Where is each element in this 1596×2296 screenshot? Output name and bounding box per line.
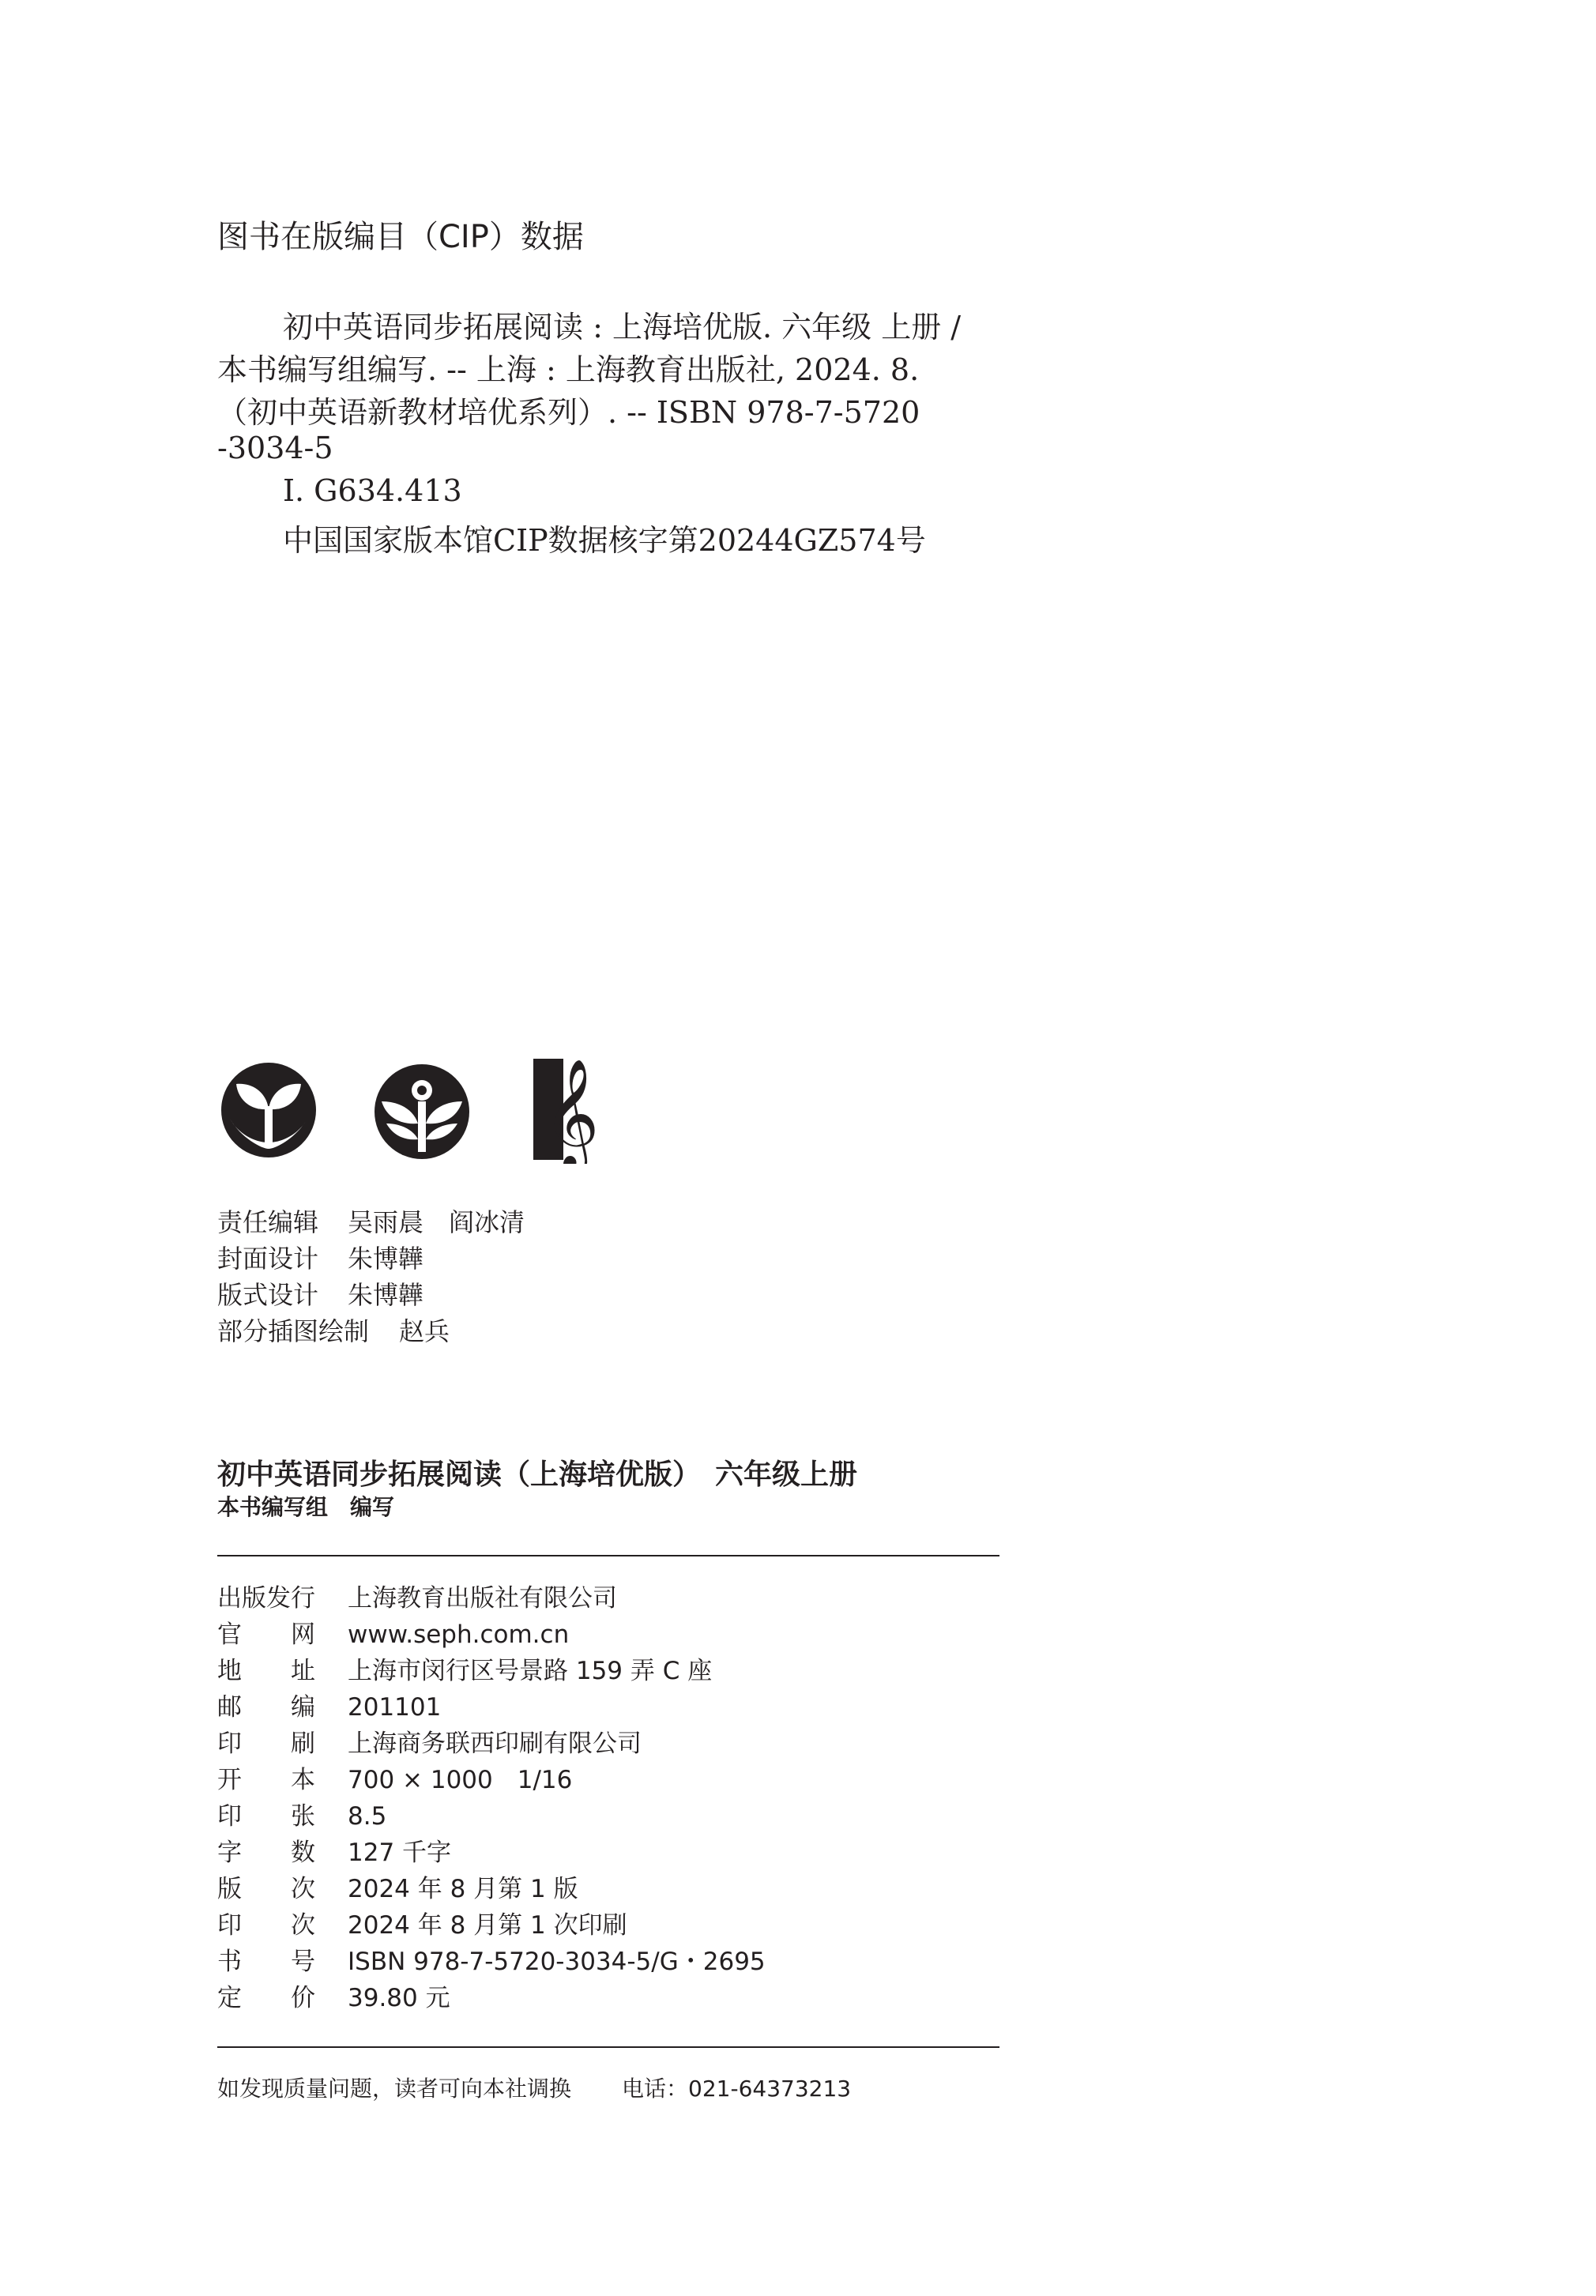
cip-line-cip-number: 中国国家版本馆CIP数据核字第20244GZ574号 bbox=[283, 523, 926, 558]
credit-label: 部分插图绘制 bbox=[217, 1316, 370, 1346]
cip-line-classification: Ⅰ. G634.413 bbox=[283, 473, 462, 508]
pub-value: ISBN 978-7-5720-3034-5/G・2695 bbox=[348, 1948, 766, 1976]
credit-value: 朱博韡 bbox=[348, 1244, 424, 1274]
flower-circle-logo bbox=[375, 1064, 469, 1159]
credit-label: 责任编辑 bbox=[217, 1207, 319, 1237]
footer bbox=[217, 2072, 851, 2103]
pub-label: 地 址 bbox=[217, 1657, 315, 1685]
pub-value: 8.5 bbox=[348, 1802, 387, 1831]
credit-row-layout bbox=[217, 1275, 423, 1312]
pub-label: 印 次 bbox=[217, 1911, 315, 1940]
pub-row bbox=[217, 1905, 627, 1941]
pub-row bbox=[217, 1614, 569, 1650]
publisher-logos bbox=[217, 1057, 628, 1164]
pub-label: 版 次 bbox=[217, 1875, 315, 1903]
pub-label: 出版发行 bbox=[217, 1584, 315, 1613]
pub-label: 书 号 bbox=[217, 1948, 315, 1976]
pub-label: 官 网 bbox=[217, 1620, 315, 1649]
credit-value: 赵兵 bbox=[399, 1316, 450, 1346]
pub-row bbox=[217, 1650, 712, 1687]
credit-value: 吴雨晨 阎冰清 bbox=[348, 1207, 525, 1237]
pub-value: 上海教育出版社有限公司 bbox=[348, 1584, 617, 1613]
cip-heading: 图书在版编目（CIP）数据 bbox=[217, 219, 584, 255]
pub-row bbox=[217, 1832, 451, 1869]
pub-value: 2024 年 8 月第 1 次印刷 bbox=[348, 1911, 627, 1940]
pub-label: 邮 编 bbox=[217, 1693, 315, 1722]
pub-row bbox=[217, 1723, 642, 1760]
credit-label: 版式设计 bbox=[217, 1280, 319, 1310]
top-divider bbox=[217, 1555, 999, 1556]
cip-line-series: （初中英语新教材培优系列）. -- ISBN 978-7-5720 bbox=[217, 395, 920, 430]
pub-label: 印 张 bbox=[217, 1802, 315, 1831]
credit-label: 封面设计 bbox=[217, 1244, 319, 1274]
pub-row bbox=[217, 1869, 578, 1905]
footer-phone: 电话：021-64373213 bbox=[622, 2076, 852, 2102]
pub-label: 开 本 bbox=[217, 1766, 315, 1794]
pub-row bbox=[217, 1796, 386, 1832]
pub-value: 2024 年 8 月第 1 版 bbox=[348, 1875, 578, 1903]
credit-value: 朱博韡 bbox=[348, 1280, 424, 1310]
pub-value: 127 千字 bbox=[348, 1839, 452, 1867]
pub-row bbox=[217, 1687, 441, 1723]
pub-row bbox=[217, 1578, 617, 1614]
cip-line-isbn-cont: -3034-5 bbox=[217, 431, 333, 465]
pub-row bbox=[217, 1760, 572, 1796]
cip-line-author: 本书编写组编写. -- 上海 : 上海教育出版社, 2024. 8. bbox=[217, 352, 920, 387]
logo-strip bbox=[217, 1057, 628, 1164]
credit-row-cover bbox=[217, 1239, 423, 1275]
sprout-circle-logo bbox=[221, 1063, 316, 1157]
bottom-divider bbox=[217, 2046, 999, 2048]
cip-line-title: 初中英语同步拓展阅读 : 上海培优版. 六年级 上册 / bbox=[283, 310, 962, 344]
pub-label: 定 价 bbox=[217, 1984, 315, 2012]
pub-label: 印 刷 bbox=[217, 1730, 315, 1758]
pub-label: 字 数 bbox=[217, 1839, 315, 1867]
credit-row-illustration bbox=[217, 1312, 450, 1348]
footer-notice: 如发现质量问题，读者可向本社调换 bbox=[217, 2076, 572, 2102]
pub-row bbox=[217, 1978, 450, 2014]
pub-value: 201101 bbox=[348, 1693, 442, 1722]
credit-row-editor bbox=[217, 1203, 525, 1239]
book-author: 本书编写组 编写 bbox=[217, 1494, 395, 1520]
svg-text:𝄞: 𝄞 bbox=[543, 1059, 600, 1164]
pub-value: 700 × 1000 1/16 bbox=[348, 1766, 573, 1794]
pub-value: 上海市闵行区号景路 159 弄 C 座 bbox=[348, 1657, 713, 1685]
book-title: 初中英语同步拓展阅读（上海培优版） 六年级上册 bbox=[217, 1458, 858, 1491]
pub-value: www.seph.com.cn bbox=[348, 1620, 570, 1649]
pub-row bbox=[217, 1941, 766, 1978]
pub-value: 39.80 元 bbox=[348, 1984, 450, 2012]
pub-value: 上海商务联西印刷有限公司 bbox=[348, 1730, 642, 1758]
treble-clef-logo bbox=[533, 1059, 599, 1164]
